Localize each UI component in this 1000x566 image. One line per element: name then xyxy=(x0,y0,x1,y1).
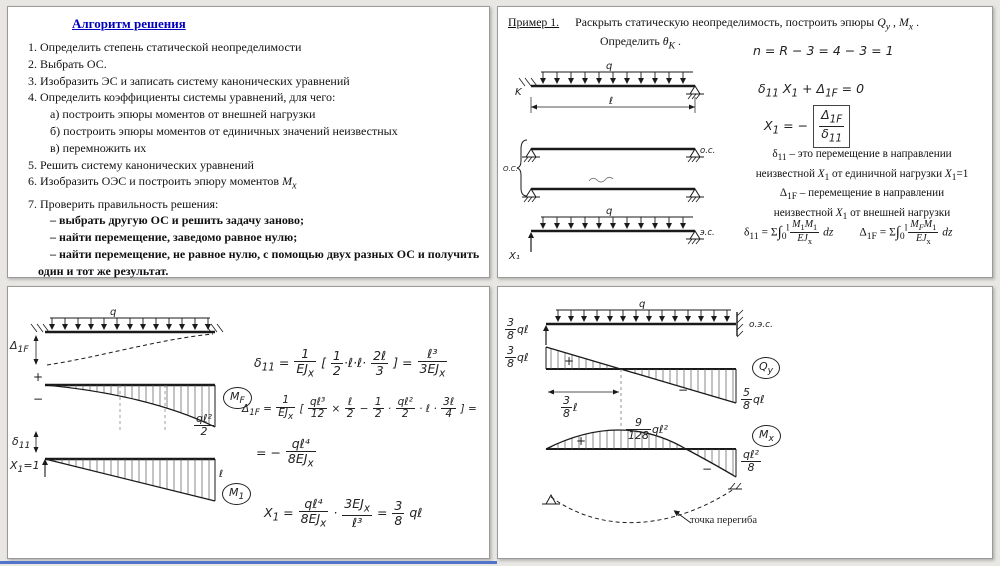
oc-label: о.с. xyxy=(700,146,716,156)
delta-1f-label: $\Delta_{1F}$ xyxy=(10,339,29,356)
algorithm-title[interactable]: Алгоритм решения xyxy=(72,16,186,31)
degree-formula: n = R − 3 = 4 − 3 = 1 xyxy=(753,43,894,58)
window-bottom-edge xyxy=(0,561,497,564)
panel-unit-load-solution xyxy=(7,286,490,559)
length-l-label: ℓ xyxy=(609,96,614,107)
fixed-end-moment-label: qℓ² 8 xyxy=(743,448,759,475)
definition-line: неизвестной $X_1$ от внешней нагрузки xyxy=(773,207,951,223)
example-task: Раскрыть статическую неопределимость, построить эпюры $Q_y$ , $M_x$ . xyxy=(575,15,920,33)
x1-result: $X_1$ = qℓ⁴ $8EJ_x$ · $3EJ_x$ ℓ³ = $\frac{3}{8}$ qℓ xyxy=(264,496,423,531)
example-label: Пример 1. xyxy=(508,15,560,29)
m1-epure-label: $M_1$ xyxy=(222,483,251,505)
load-q-label: q xyxy=(639,299,646,310)
x1-unit-label: $X_1=1$ xyxy=(10,459,40,476)
integral-formulas xyxy=(744,219,952,247)
definitions-block xyxy=(736,147,988,226)
load-q-label: q xyxy=(606,206,613,217)
algorithm-check-item: – найти перемещение, заведомо равное нулю; xyxy=(50,230,298,245)
ql2-over-2-label: qℓ² 2 xyxy=(196,412,212,439)
minus-sign: − xyxy=(678,383,689,397)
algorithm-step: 4. Определить коэффициенты системы уравнений, для чего: xyxy=(28,90,336,105)
load-q-label: q xyxy=(110,307,117,318)
point-K-label: K xyxy=(515,87,522,98)
load-q-label: q xyxy=(606,61,613,72)
d1f-result: = − qℓ⁴ $8EJ_x$ xyxy=(256,436,314,470)
three-eighths-l-label: $\frac{3}{8}$ ℓ xyxy=(563,394,578,421)
d1f-calculation: $\Delta_{1F}$ = 1 $EJ_x$ [ qℓ³ 12 × ℓ 2 − $\frac{1}{2}$ · qℓ² 2 · ℓ · 3ℓ 4 ] = xyxy=(242,394,477,422)
canonical-equation: $\delta_{11}$ $X_1 + \Delta_{1F} = 0$ xyxy=(758,81,865,100)
panel-algorithm xyxy=(7,6,490,278)
definition-line: $\delta_{11}$ – это перемещение в направлении xyxy=(772,148,952,164)
algorithm-step: 6. Изобразить ОЭС и построить эпюру моментов $M_x$ xyxy=(28,174,297,192)
algorithm-step: 3. Изобразить ЭС и записать систему канонических уравнений xyxy=(28,73,350,88)
algorithm-substep: а) построить эпюры моментов от внешней нагрузки xyxy=(50,107,316,122)
reaction-label: $\frac{3}{8}$ qℓ xyxy=(507,316,529,343)
plus-sign: + xyxy=(576,434,587,448)
minus-sign: − xyxy=(33,392,44,406)
shear-left-label: $\frac{3}{8}$ qℓ xyxy=(507,344,529,371)
deflection-curve xyxy=(47,334,213,365)
d1f-integral: $\Delta_{1F} = \Sigma\int_0^l$ $M_FM_1$ $EJ_x$ dz xyxy=(859,219,953,247)
definition-line: неизвестной $X_1$ от единичной нагрузки $X_1=1$ xyxy=(755,167,969,183)
example-task-2: Определить $\theta_K$ . xyxy=(600,34,681,52)
l-ordinate-label: ℓ xyxy=(219,469,224,480)
algorithm-step: 2. Выбрать ОС. xyxy=(28,56,107,71)
inflection-point-label: точка перегиба xyxy=(690,515,758,526)
panel-example xyxy=(497,6,993,278)
qy-epure-label: $Q_y$ xyxy=(752,357,780,379)
handwriting-scribble xyxy=(589,177,613,182)
algorithm-step: 1. Определить степень статической неопределимости xyxy=(28,40,302,54)
panel-result-epures xyxy=(497,286,993,559)
minus-sign: − xyxy=(702,462,713,476)
algorithm-check-item: – выбрать другую ОС и решить задачу заново; xyxy=(50,213,305,228)
algorithm-step: 5. Решить систему канонических уравнений xyxy=(28,157,254,172)
ec-label: э.с. xyxy=(700,228,715,238)
example-header xyxy=(498,7,992,32)
algorithm-check-item: – найти перемещение, не равное нулю, с помощью двух разных ОС и получить один и тот же результат. xyxy=(38,246,480,278)
algorithm-substep: б) построить эпюры моментов от единичных значений неизвестных xyxy=(50,123,398,138)
beam-schemes-diagram xyxy=(503,61,738,271)
d11-calculation: $\delta_{11}$ = 1 $EJ_x$ [ $\frac{1}{2}$ ·ℓ·ℓ· 2ℓ 3 ] = ℓ³ $3EJ_x$ xyxy=(254,346,446,380)
definition-line: $\Delta_{1F}$ – перемещение в направлении xyxy=(779,187,945,203)
mmax-label: $\frac{9}{128}$ qℓ² xyxy=(628,416,668,443)
plus-sign: + xyxy=(33,370,44,384)
plus-sign: + xyxy=(564,354,575,368)
d11-integral: $\delta_{11} = \Sigma\int_0^l$ $M_1M_1$ $EJ_x$ dz xyxy=(744,219,834,247)
mx-epure-label: $M_x$ xyxy=(752,425,781,447)
algorithm-substep: в) перемножить их xyxy=(50,140,147,155)
inflection-arrow xyxy=(676,512,691,523)
oec-label: о.э.с. xyxy=(749,320,773,330)
os-brace-label: О.С. xyxy=(503,165,518,173)
mf-epure-label: $M_F$ xyxy=(223,387,252,409)
algorithm-step: 7. Проверить правильность решения: xyxy=(28,196,219,211)
delta-11-label: $\delta_{11}$ xyxy=(12,435,31,452)
x1-formula: $X_1$ = − $\frac{\Delta_{1F}}{\delta_{11}}$ xyxy=(764,105,851,148)
x1-force-label: X₁ xyxy=(509,251,520,262)
shear-right-label: $\frac{5}{8}$ qℓ xyxy=(743,386,765,413)
